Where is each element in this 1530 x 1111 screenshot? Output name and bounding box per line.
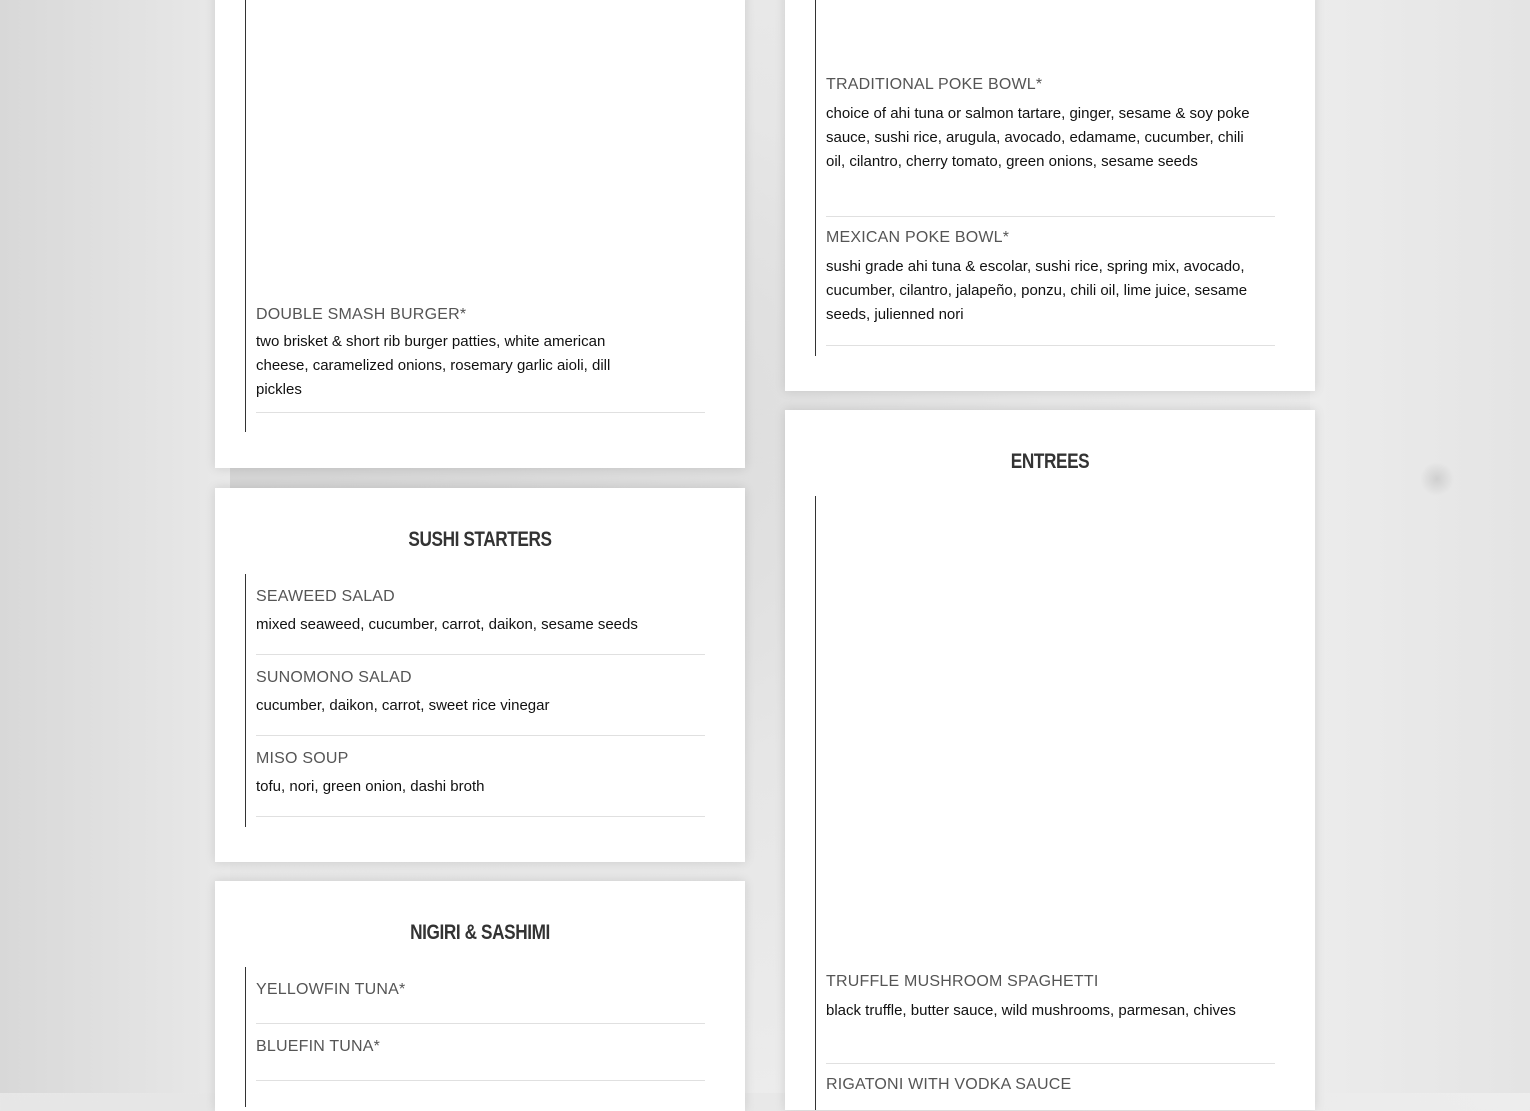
menu-item-description: black truffle, butter sauce, wild mushrooms, parmesan, chives [826, 1002, 1236, 1019]
background-sparkle [1420, 462, 1454, 496]
menu-item-miso-soup[interactable] [256, 750, 706, 817]
section-title: ENTREES [1010, 450, 1090, 473]
item-divider [256, 654, 705, 655]
background-blur-left [0, 0, 230, 1093]
menu-item-traditional-poke-bowl[interactable] [826, 76, 1276, 218]
section-rail [245, 967, 246, 1107]
menu-item-name: MISO SOUP [256, 750, 349, 767]
item-divider [826, 216, 1275, 217]
item-divider [826, 345, 1275, 346]
background-blur-right [1310, 0, 1530, 1093]
menu-item-description: sushi grade ahi tuna & escolar, sushi rice, spring mix, avocado, cucumber, cilantro, jalapeño, ponzu, chili oil, lime juice, sesame seeds, julienned nori [826, 258, 1248, 323]
menu-item-name: RIGATONI WITH VODKA SAUCE [826, 1076, 1072, 1093]
menu-card-burgers [215, 0, 745, 468]
item-divider [256, 1023, 705, 1024]
section-rail [815, 496, 816, 1110]
menu-card-sushi-starters [215, 488, 745, 862]
menu-item-sunomono-salad[interactable] [256, 669, 706, 736]
section-rail [245, 0, 246, 432]
item-divider [256, 816, 705, 817]
menu-item-double-smash-burger[interactable] [256, 306, 706, 423]
menu-card-poke-bowls [785, 0, 1315, 391]
item-divider [826, 1063, 1275, 1064]
menu-item-name: SUNOMONO SALAD [256, 669, 412, 686]
menu-item-seaweed-salad[interactable] [256, 588, 706, 655]
menu-item-name: TRUFFLE MUSHROOM SPAGHETTI [826, 973, 1099, 990]
section-rail [815, 0, 816, 356]
menu-item-description: mixed seaweed, cucumber, carrot, daikon, sesame seeds [256, 616, 638, 633]
menu-item-truffle-mushroom-spaghetti[interactable] [826, 973, 1276, 1065]
section-rail [245, 574, 246, 827]
menu-item-description: cucumber, daikon, carrot, sweet rice vinegar [256, 697, 550, 714]
menu-item-name: TRADITIONAL POKE BOWL* [826, 76, 1043, 93]
section-title: NIGIRI & SASHIMI [410, 921, 550, 944]
menu-item-description: tofu, nori, green onion, dashi broth [256, 778, 485, 795]
menu-item-description: two brisket & short rib burger patties, white american cheese, caramelized onions, rosemary garlic aioli, dill pickles [256, 333, 611, 398]
item-divider [256, 1080, 705, 1081]
menu-item-yellowfin-tuna[interactable] [256, 981, 706, 1025]
menu-card-entrees [785, 410, 1315, 1110]
section-title: SUSHI STARTERS [408, 528, 552, 551]
menu-card-nigiri-sashimi [215, 881, 745, 1111]
menu-item-mexican-poke-bowl[interactable] [826, 229, 1276, 347]
item-divider [256, 735, 705, 736]
menu-item-name: DOUBLE SMASH BURGER* [256, 306, 467, 323]
menu-item-name: BLUEFIN TUNA* [256, 1038, 381, 1055]
menu-item-name: YELLOWFIN TUNA* [256, 981, 406, 998]
menu-item-name: SEAWEED SALAD [256, 588, 395, 605]
menu-item-description: choice of ahi tuna or salmon tartare, ginger, sesame & soy poke sauce, sushi rice, arugula, avocado, edamame, cucumber, chili oil, cilantro, cherry tomato, green onions, sesame seeds [826, 105, 1250, 170]
item-divider [256, 412, 705, 413]
menu-item-name: MEXICAN POKE BOWL* [826, 229, 1010, 246]
menu-item-rigatoni-vodka-sauce[interactable] [826, 1076, 1276, 1106]
menu-item-bluefin-tuna[interactable] [256, 1038, 706, 1082]
